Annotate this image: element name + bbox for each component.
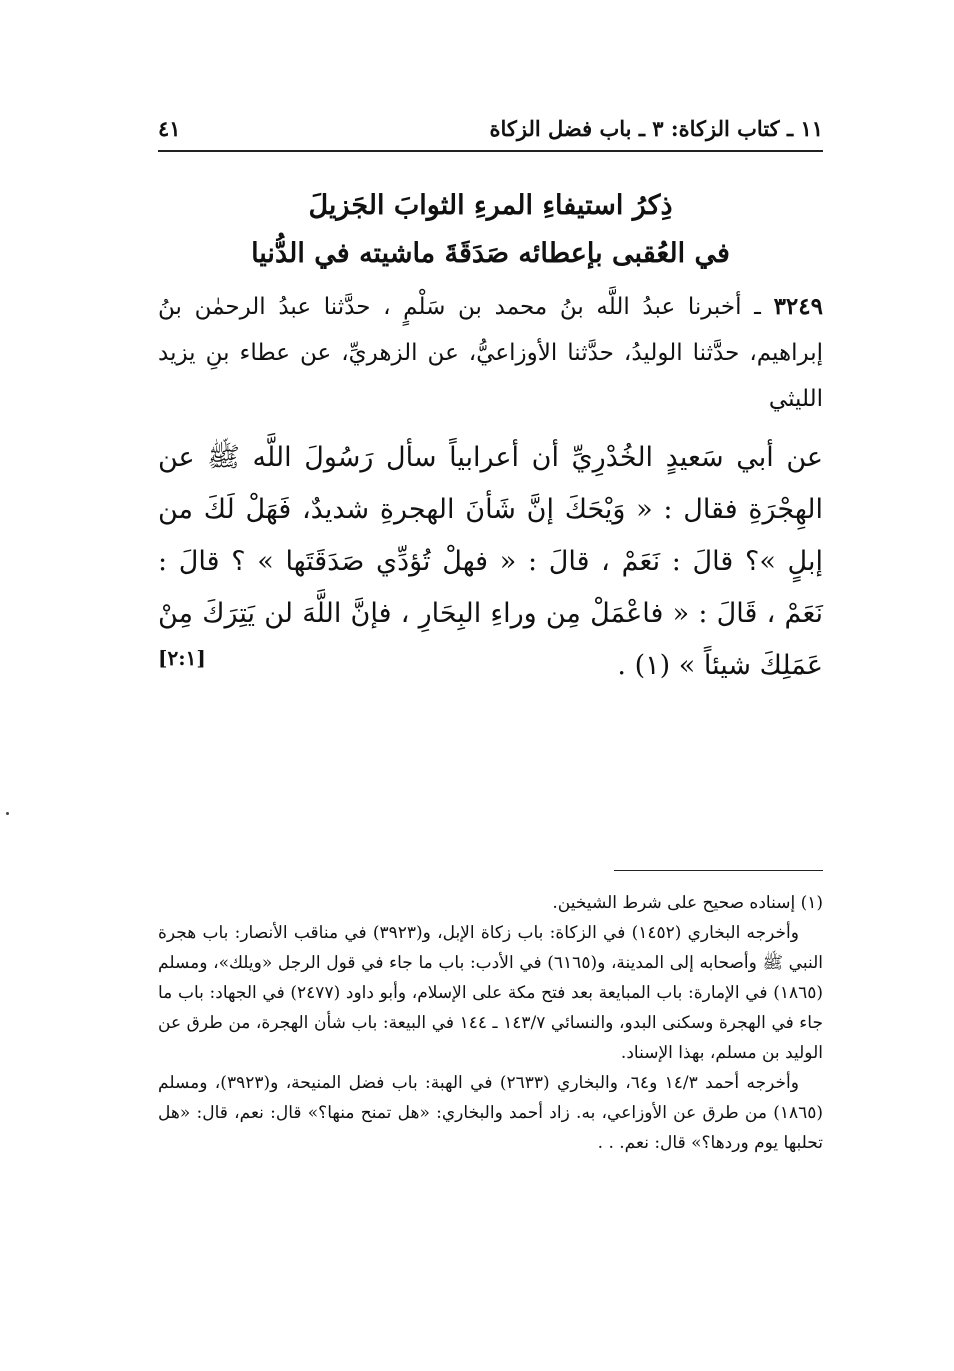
chapter-heading-line-2: في العُقبى بإعطائه صَدَقَةَ ماشيته في الدُّنيا: [251, 238, 730, 269]
hadith-chain: [158, 284, 823, 422]
hadith-number: ٣٢٤٩: [773, 293, 823, 320]
page-header: [158, 110, 823, 152]
footnote-1-sources: وأخرجه البخاري (١٤٥٢) في الزكاة: باب زكاة الإبل، و(٣٩٢٣) في مناقب الأنصار: باب هجرة النبي ﷺ وأصحابه إلى المدينة، و(٦١٦٥) في الأدب: باب ما جاء في قول الرجل «ويلك»، ومسلم (١٨٦٥) في الإمارة: باب المبايعة بعد فتح مكة على الإسلام، وأبو داود (٢٤٧٧) في الجهاد: باب ما جاء في الهجرة وسكنى البدو، والنسائي ١٤٣/٧ ـ ١٤٤ في البيعة: باب شأن الهجرة، من طرق عن الوليد بن مسلم، بهذا الإسناد.: [158, 923, 823, 1063]
footnotes: [158, 888, 823, 1158]
hadith-classification: [٢:١]: [158, 646, 206, 670]
footnote-separator: [614, 870, 823, 871]
chapter-heading-line-1: ذِكرُ استيفاءِ المرءِ الثوابَ الجَزيلَ: [308, 190, 673, 221]
running-title: ١١ ـ كتاب الزكاة: ٣ ـ باب فضل الزكاة: [489, 116, 823, 141]
hadith-isnad: ـ أخبرنا عبدُ اللَّه بنُ محمد بن سَلْمٍ ، حدَّثنا عبدُ الرحمٰن بنُ إبراهيم، حدَّثنا الوليدُ، حدَّثنا الأوزاعيُّ، عن الزهريِّ، عن عطاء بنِ يزيد الليثي: [158, 294, 823, 412]
page-number: ٤١: [158, 116, 181, 141]
footnote-1: (١) إسناده صحيح على شرط الشيخين.: [552, 893, 823, 913]
hadith-text: عن أبي سَعيدٍ الخُدْرِيِّ أن أعرابياً سأل رَسُولَ اللَّه ﷺ عن الهِجْرَةِ فقال : « وَيْحَكَ إنَّ شَأنَ الهجرةِ شديدٌ، فَهَلْ لَكَ من إبلٍ »؟ قالَ : نَعَمْ ، قالَ : « فهلْ تُؤدِّي صَدَقَتَها » ؟ قالَ : نَعَمْ ، قَالَ : « فاعْمَلْ مِن وراءِ البِحَارِ ، فإنَّ اللَّهَ لن يَتِرَكَ مِنْ عَمَلِكَ شيئاً » (١) .: [158, 442, 823, 681]
scan-speck: [6, 812, 9, 815]
footnote-1-more-sources: وأخرجه أحمد ١٤/٣ و٦٤، والبخاري (٢٦٣٣) في الهبة: باب فضل المنيحة، و(٣٩٢٣)، ومسلم (١٨٦٥) من طرق عن الأوزاعي، به. زاد أحمد والبخاري: «هل تمنح منها؟» قال: نعم، قال: «هل تحلبها يوم وردها؟» قال: نعم. . .: [158, 1073, 823, 1153]
chapter-heading: [158, 182, 823, 278]
